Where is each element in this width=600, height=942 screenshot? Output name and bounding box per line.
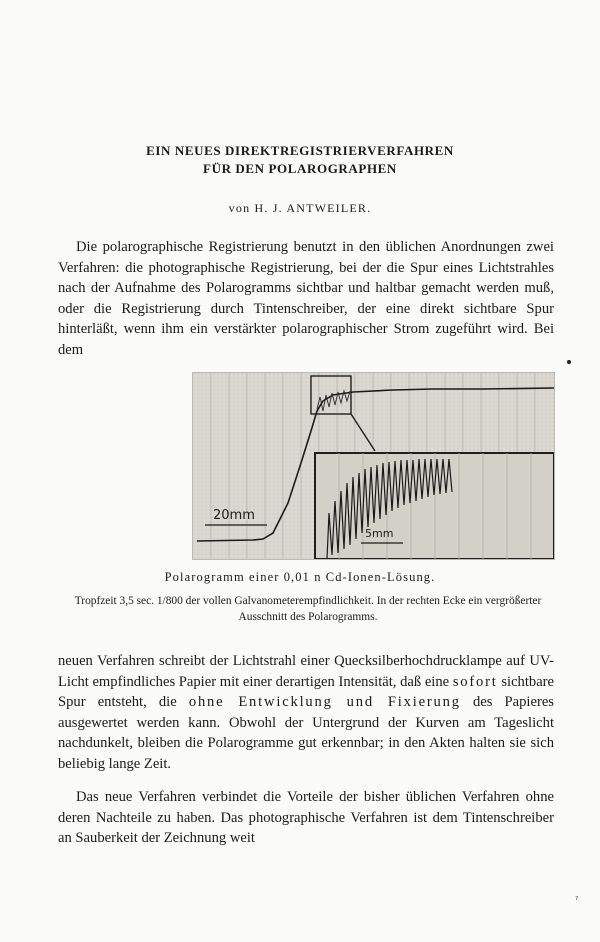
emphasis-ohne-entwicklung: ohne Entwicklung und Fixierung (188, 694, 461, 711)
polarogram-figure (192, 372, 555, 560)
paragraph-method-part-c: des Papieres ausgewertet werden kann. Obwohl der Untergrund der Kurven am Tageslicht nachdunkelt, bleiben die Polarogramme gut erkennbar; in den Akten halten sie sich beliebig lange Zeit. (58, 694, 554, 772)
margin-mark (567, 360, 571, 364)
article-title-line2: FÜR DEN POLAROGRAPHEN (203, 161, 397, 176)
paragraph-method-part-b: sichtbare Spur entsteht, die (58, 673, 555, 711)
paragraph-comparison (58, 787, 554, 849)
polarogram-plot (193, 373, 554, 559)
article-title-line1: EIN NEUES DIREKTREGISTRIERVERFAHREN (146, 143, 454, 158)
paragraph-intro-text: Die polarographische Registrierung benutzt in den üblichen Anordnungen zwei Verfahren: die photographische Registrierung, bei der die Spur eines Lichtstrahles nach der Aufnahme des Polarogramms sichtbar und haltbar gemacht werden muß, oder die Registrierung durch Tintenschreiber, der eine direkt sichtbare Spur hinterläßt, wenn ihm ein verstärkter polarographischer Strom zugeführt wird. Bei dem (58, 239, 554, 358)
paragraph-comparison-text: Das neue Verfahren verbindet die Vorteile der bisher üblichen Verfahren ohne deren Nachteile zu haben. Das photographische Verfahren ist dem Tintenschreiber an Sauberkeit der Zeichnung weit (58, 789, 554, 847)
corner-mark: ˀ (575, 895, 579, 906)
paragraph-method-part-a: neuen Verfahren schreibt der Lichtstrahl einer Quecksilberhochdrucklampe auf UV-Licht empfindliches Papier mit einer derartigen Intensität, daß eine (58, 653, 554, 690)
figure-caption-title: Polarogramm einer 0,01 n Cd-Ionen-Lösung. (164, 570, 436, 584)
paragraph-method (58, 651, 554, 775)
magnified-inset (315, 453, 554, 559)
scale-label-right: 5mm (365, 527, 394, 540)
emphasis-sofort: sofort (452, 673, 498, 690)
figure-caption-text: Tropfzeit 3,5 sec. 1/800 der vollen Galvanometerempfindlichkeit. In der rechten Ecke ein vergrößerter Ausschnitt des Polarogramms. (74, 595, 542, 623)
paragraph-intro (58, 237, 554, 361)
author-line: von H. J. ANTWEILER. (228, 201, 372, 215)
scale-label-left: 20mm (213, 508, 255, 523)
